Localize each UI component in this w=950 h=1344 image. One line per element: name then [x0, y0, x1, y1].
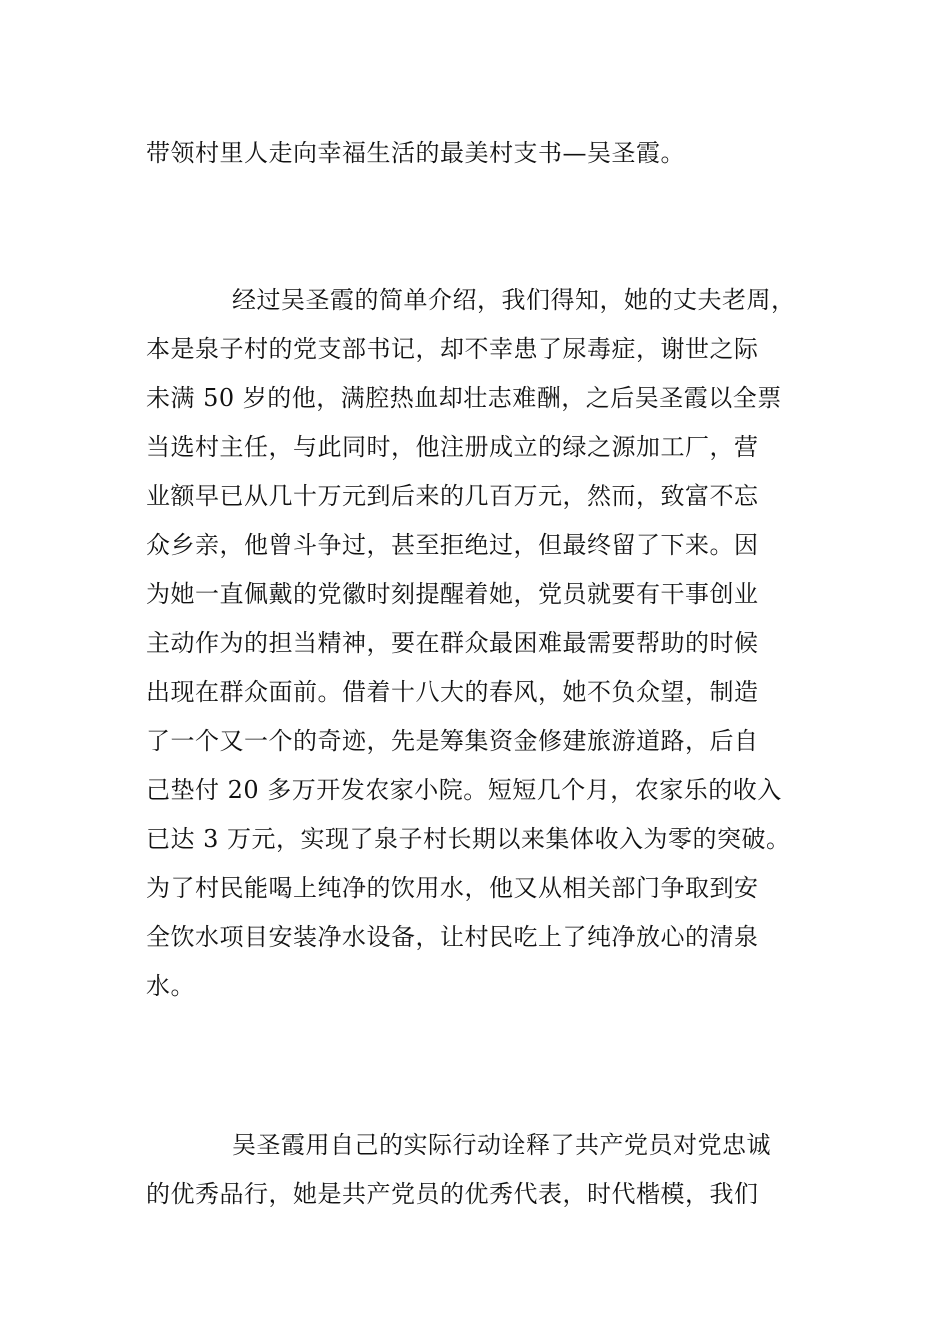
paragraph-2-line-6: 众乡亲，他曾斗争过，甚至拒绝过，但最终留了下来。因: [146, 531, 759, 559]
paragraph-2-line-9: 出现在群众面前。借着十八大的春风，她不负众望，制造: [146, 678, 759, 706]
paragraph-2-line-3: 未满 50 岁的他，满腔热血却壮志难酬，之后吴圣霞以全票: [146, 384, 782, 412]
paragraph-2-line-11: 己垫付 20 多万开发农家小院。短短几个月，农家乐的收入: [146, 776, 782, 804]
paragraph-2-line-15: 水。: [146, 972, 195, 1000]
paragraph-2-line-4: 当选村主任，与此同时，他注册成立的绿之源加工厂，营: [146, 433, 759, 461]
paragraph-2-line-2: 本是泉子村的党支部书记，却不幸患了尿毒症，谢世之际: [146, 335, 759, 363]
paragraph-1-line-1: 带领村里人走向幸福生活的最美村支书—吴圣霞。: [146, 139, 685, 167]
paragraph-2-line-10: 了一个又一个的奇迹，先是筹集资金修建旅游道路，后自: [146, 727, 759, 755]
paragraph-2-line-7: 为她一直佩戴的党徽时刻提醒着她，党员就要有干事创业: [146, 580, 759, 608]
paragraph-2-line-12: 已达 3 万元，实现了泉子村长期以来集体收入为零的突破。: [146, 825, 791, 853]
paragraph-2-line-5: 业额早已从几十万元到后来的几百万元，然而，致富不忘: [146, 482, 759, 510]
paragraph-2-line-13: 为了村民能喝上纯净的饮用水，他又从相关部门争取到安: [146, 874, 759, 902]
paragraph-2-line-1: 经过吴圣霞的简单介绍，我们得知，她的丈夫老周，: [232, 286, 796, 314]
paragraph-3-line-1: 吴圣霞用自己的实际行动诠释了共产党员对党忠诚: [232, 1131, 771, 1159]
paragraph-2-line-8: 主动作为的担当精神，要在群众最困难最需要帮助的时候: [146, 629, 759, 657]
paragraph-3-line-2: 的优秀品行，她是共产党员的优秀代表，时代楷模，我们: [146, 1180, 759, 1208]
paragraph-2-line-14: 全饮水项目安装净水设备，让村民吃上了纯净放心的清泉: [146, 923, 759, 951]
